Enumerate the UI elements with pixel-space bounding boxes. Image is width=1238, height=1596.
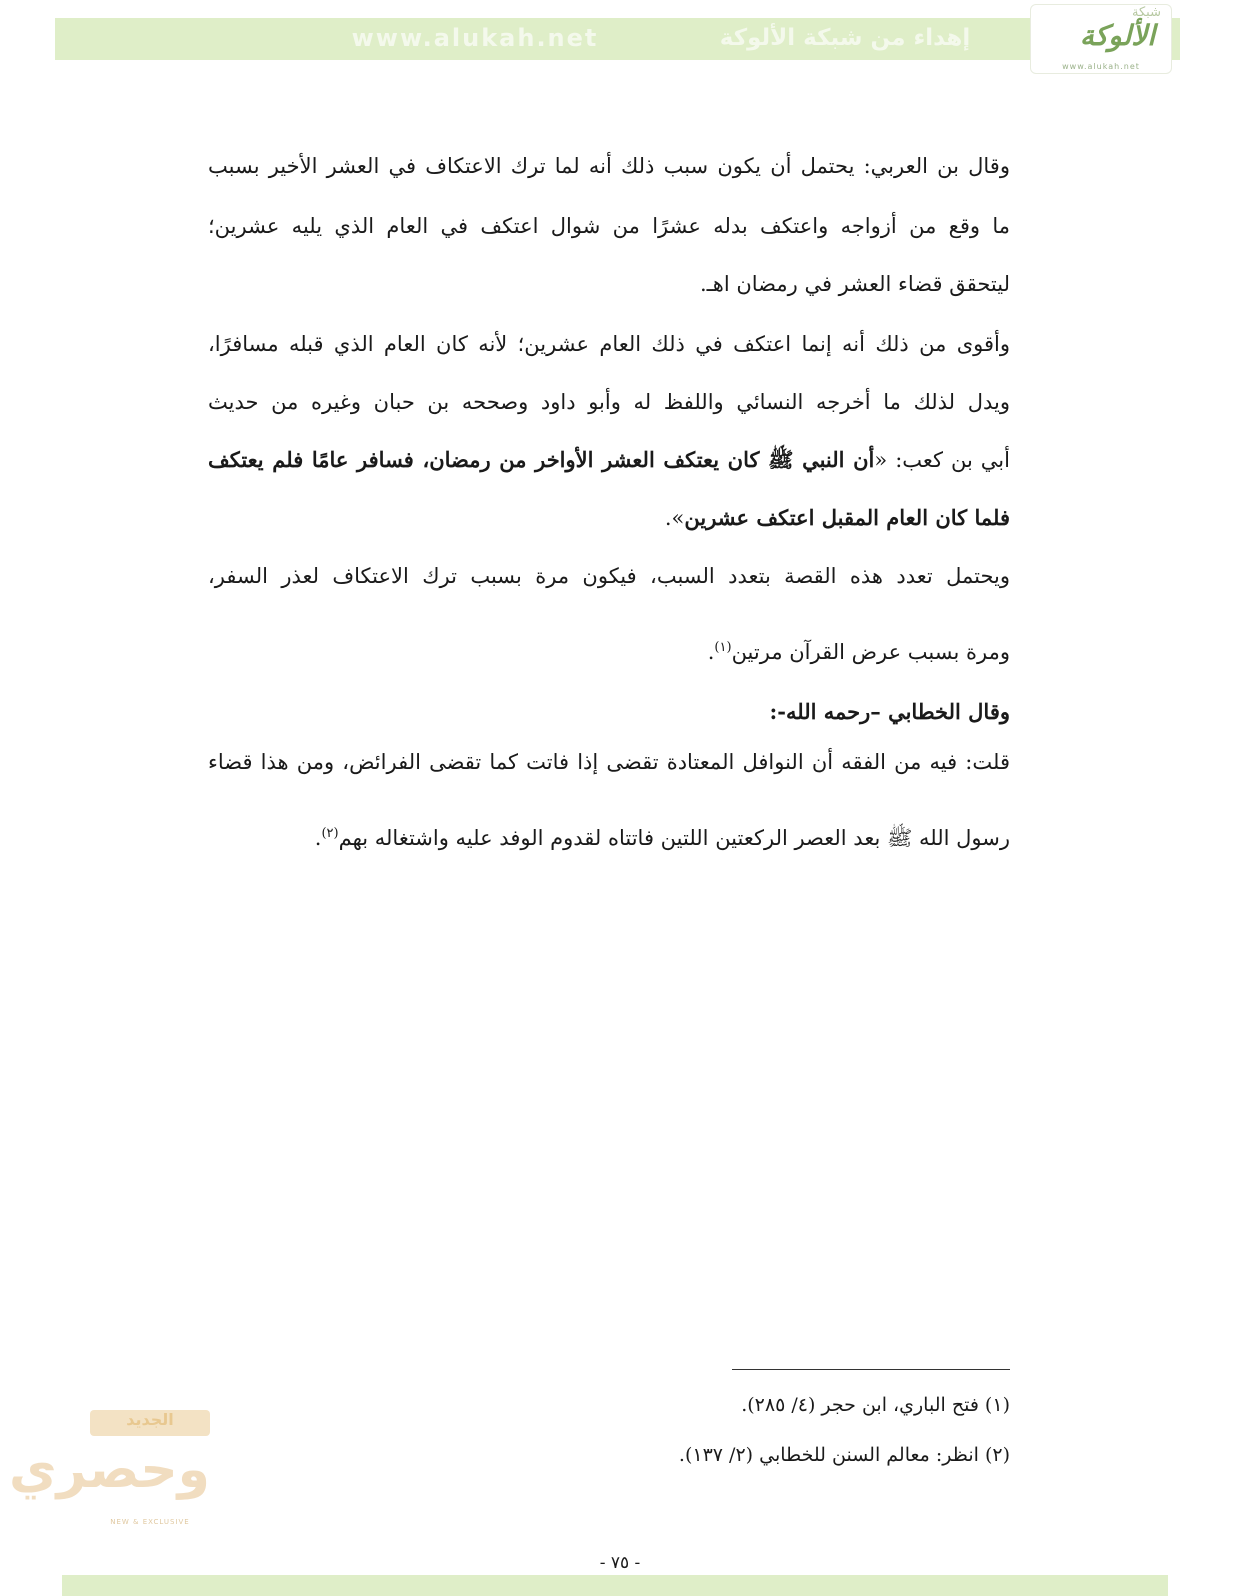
hadith-quote-part-1: أن النبي ﷺ كان يعتكف العشر الأواخر من رمضان، فسافر عامًا فلم يعتكف xyxy=(208,447,875,472)
paragraph-line-5: ويدل لذلك ما أخرجه النسائي واللفظ له وأبو داود وصححه بن حبان وغيره من حديث xyxy=(208,390,1010,414)
logo-network-text: شبكة xyxy=(1132,5,1161,20)
watermark-bottom-text: NEW & EXCLUSIVE xyxy=(110,1518,190,1526)
logo-word: الألوكة xyxy=(1079,19,1155,52)
paragraph-line-10: قلت: فيه من الفقه أن النوافل المعتادة تقضى إذا فاتت كما تقضى الفرائض، ومن هذا قضاء xyxy=(208,750,1010,774)
section-heading: وقال الخطابي –رحمه الله-: xyxy=(769,699,1010,724)
footnote-ref-1[interactable]: (١) xyxy=(714,640,732,655)
paragraph-line-7 xyxy=(208,498,1010,538)
hadith-quote-part-2: فلما كان العام المقبل اعتكف عشرين xyxy=(684,505,1010,530)
footnote-ref-2[interactable]: (٢) xyxy=(321,826,339,841)
line-9-end: . xyxy=(707,640,715,664)
paragraph-line-1: وقال بن العربي: يحتمل أن يكون سبب ذلك أنه لما ترك الاعتكاف في العشر الأخير بسبب xyxy=(208,154,1010,178)
header-banner xyxy=(55,18,1180,60)
footer-band xyxy=(62,1575,1168,1596)
line-9-text: ومرة بسبب عرض القرآن مرتين xyxy=(731,640,1010,664)
paragraph-line-2: ما وقع من أزواجه واعتكف بدله عشرًا من شوال اعتكف في العام الذي يليه عشرين؛ xyxy=(208,214,1010,238)
paragraph-line-9 xyxy=(208,628,1010,668)
paragraph-line-3: ليتحقق قضاء العشر في رمضان اهـ. xyxy=(699,272,1010,296)
header-url: www.alukah.net xyxy=(351,24,599,52)
watermark-top-text: الجديد xyxy=(90,1410,210,1436)
footnote-divider xyxy=(732,1369,1010,1370)
header-gift-text: إهداء من شبكة الألوكة xyxy=(719,25,971,51)
page-number: - ٧٥ - xyxy=(599,1553,641,1573)
line-11-end: . xyxy=(314,826,322,850)
paragraph-line-11 xyxy=(208,814,1010,854)
footnote-2: (٢) انظر: معالم السنن للخطابي (٢/ ١٣٧). xyxy=(678,1444,1010,1466)
hadith-close: ». xyxy=(664,506,685,530)
paragraph-line-8: ويحتمل تعدد هذه القصة بتعدد السبب، فيكون مرة بسبب ترك الاعتكاف لعذر السفر، xyxy=(208,564,1010,588)
footnote-1: (١) فتح الباري، ابن حجر (٤/ ٢٨٥). xyxy=(741,1394,1010,1416)
hadith-intro: أبي بن كعب: « xyxy=(874,448,1010,472)
paragraph-line-6 xyxy=(208,440,1010,480)
logo-url: www.alukah.net xyxy=(1062,62,1140,71)
paragraph-line-4: وأقوى من ذلك أنه إنما اعتكف في ذلك العام عشرين؛ لأنه كان العام الذي قبله مسافرًا، xyxy=(208,332,1010,356)
line-11-text: رسول الله ﷺ بعد العصر الركعتين اللتين فاتتاه لقدوم الوفد عليه واشتغاله بهم xyxy=(338,826,1010,850)
watermark-main-text: وحصري xyxy=(8,1440,210,1500)
alukah-logo xyxy=(1030,4,1172,74)
new-exclusive-watermark xyxy=(8,1400,220,1530)
